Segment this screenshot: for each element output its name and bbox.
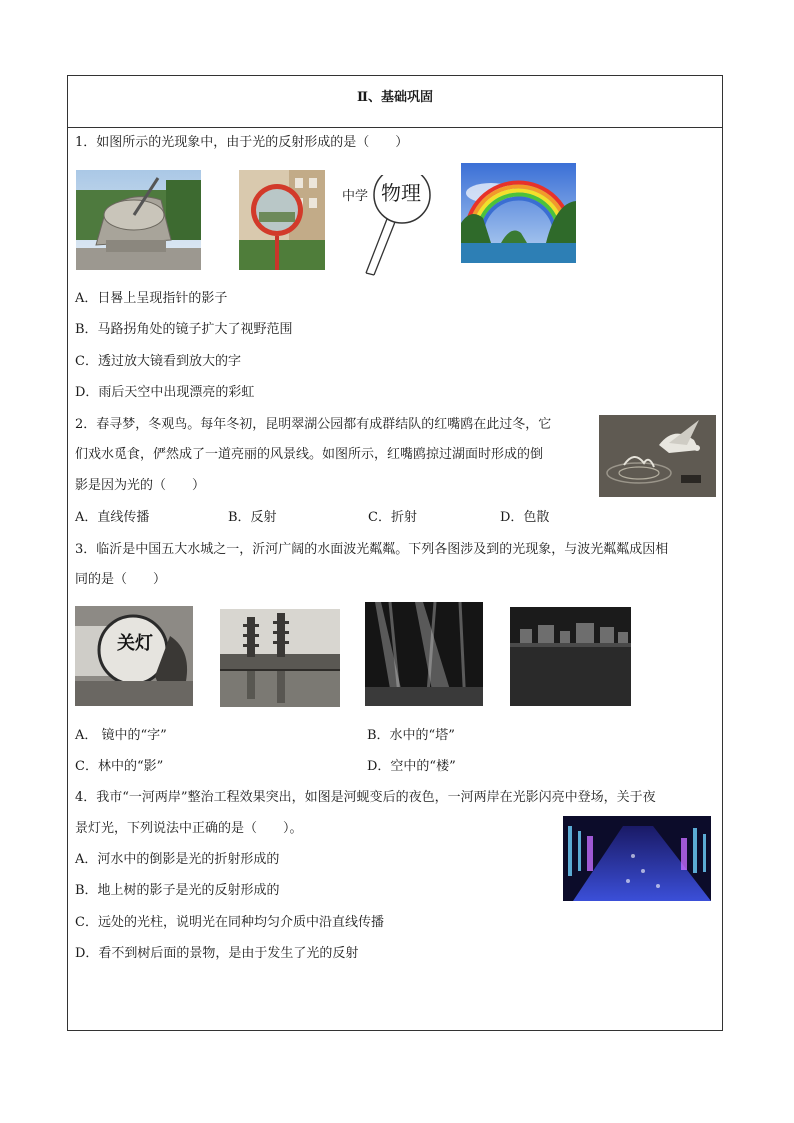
section-title: Ⅱ、基础巩固 — [357, 90, 433, 105]
q3-mirage-image — [510, 607, 631, 706]
q3-mirror-sign-image — [75, 606, 193, 706]
q3-line-2: 同的是（ ） — [75, 572, 167, 587]
q4-line-2: 景灯光，下列说法中正确的是（ ）。 — [75, 821, 303, 836]
header-row — [68, 76, 722, 128]
magnifier-word-text: 物理 — [381, 181, 421, 205]
q3-option-c: C．林中的“影” — [75, 759, 164, 774]
q1-option-b: B．马路拐角处的镜子扩大了视野范围 — [75, 322, 293, 337]
q4-night-river-image — [563, 816, 711, 901]
q2-line-2: 们戏水觅食，俨然成了一道亮丽的风景线。如图所示，红嘴鸥掠过湖面时形成的倒 — [75, 447, 544, 462]
q3-option-a: A． 镜中的“字” — [75, 728, 167, 743]
q3-pagoda-image — [220, 609, 340, 707]
q4-option-a: A．河水中的倒影是光的折射形成的 — [75, 852, 280, 867]
magnifier-prefix-text: 中学 — [342, 189, 369, 204]
q3-option-d: D．空中的“楼” — [367, 759, 456, 774]
sign-text: 关灯 — [117, 633, 153, 654]
q3-forest-light-image — [365, 602, 483, 706]
q2-option-c: C．折射 — [368, 510, 417, 525]
q2-option-b: B．反射 — [228, 510, 277, 525]
q2-line-1: 2．春寻梦，冬观鸟。每年冬初，昆明翠湖公园都有成群结队的红嘴鸥在此过冬，它 — [75, 417, 552, 432]
q2-option-a: A．直线传播 — [75, 510, 150, 525]
q3-line-1: 3．临沂是中国五大水城之一，沂河广阔的水面波光粼粼。下列各图涉及到的光现象，与波光粼粼成因相 — [75, 542, 669, 557]
q1-sundial-image — [76, 170, 201, 270]
q1-option-c: C．透过放大镜看到放大的字 — [75, 354, 241, 369]
q1-stem: 1．如图所示的光现象中，由于光的反射形成的是（ ） — [75, 135, 409, 150]
q2-option-d: D．色散 — [500, 510, 550, 525]
q1-rainbow-image — [461, 163, 576, 263]
q2-line-3: 影是因为光的（ ） — [75, 478, 206, 493]
q3-option-b: B．水中的“塔” — [367, 728, 455, 743]
q4-option-d: D．看不到树后面的景物，是由于发生了光的反射 — [75, 946, 359, 961]
q1-option-d: D．雨后天空中出现漂亮的彩虹 — [75, 385, 255, 400]
q4-line-1: 4．我市“一河两岸”整治工程效果突出，如图是河蚬变后的夜色，一河两岸在光影闪亮中登场，关于夜 — [75, 790, 656, 805]
q4-option-c: C．远处的光柱，说明光在同种均匀介质中沿直线传播 — [75, 915, 384, 930]
q1-magnifier-image — [340, 175, 440, 277]
q2-gull-image — [599, 415, 716, 497]
q1-option-a: A．日晷上呈现指针的影子 — [75, 291, 228, 306]
q1-convex-mirror-image — [239, 170, 325, 270]
q4-option-b: B．地上树的影子是光的反射形成的 — [75, 883, 280, 898]
